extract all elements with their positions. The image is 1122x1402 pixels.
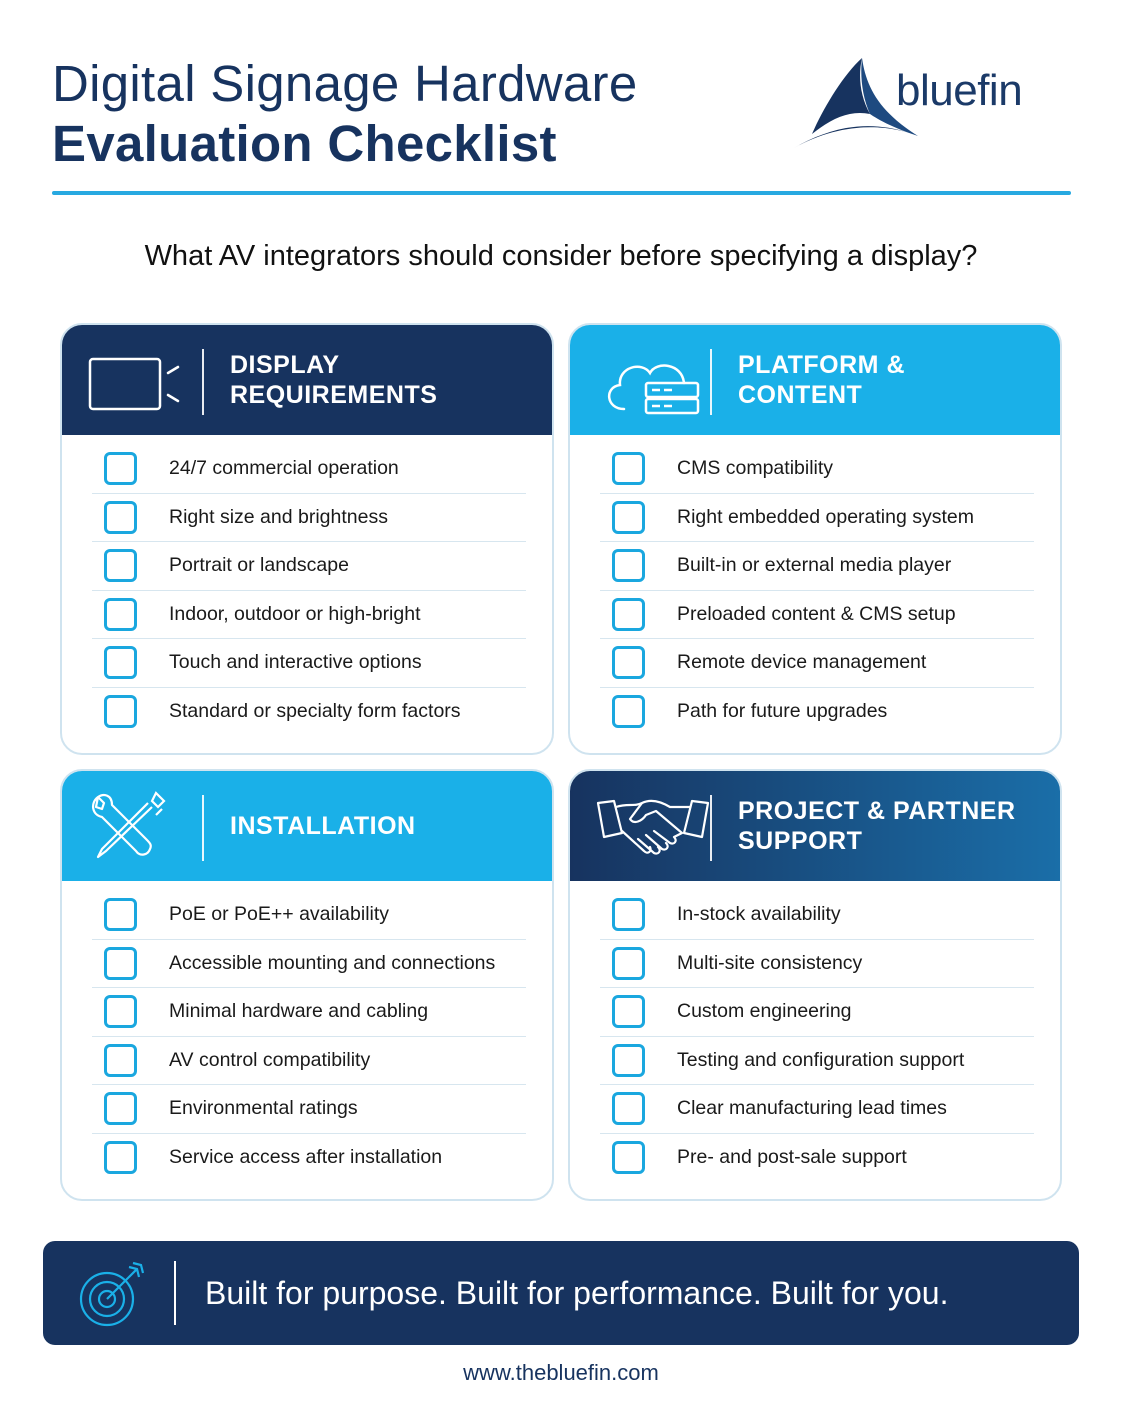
checkbox[interactable] bbox=[104, 598, 137, 631]
checklist-item[interactable] bbox=[92, 542, 526, 591]
subtitle: What AV integrators should consider before specifying a display? bbox=[144, 240, 978, 272]
checklist bbox=[570, 435, 1060, 736]
checklist-item[interactable] bbox=[600, 494, 1034, 543]
checklist-item[interactable] bbox=[92, 940, 526, 989]
checklist-item-label: Environmental ratings bbox=[169, 1097, 358, 1120]
tagline-text: Built for purpose. Built for performance. Built for you. bbox=[205, 1274, 949, 1311]
checklist-item[interactable] bbox=[92, 445, 526, 494]
checkbox[interactable] bbox=[612, 1044, 645, 1077]
checklist-item[interactable] bbox=[600, 688, 1034, 737]
header-divider bbox=[710, 349, 712, 415]
checklist-item-label: Touch and interactive options bbox=[169, 651, 422, 674]
checkbox[interactable] bbox=[104, 947, 137, 980]
title-line-1: Digital Signage Hardware bbox=[52, 55, 638, 112]
checkbox[interactable] bbox=[612, 452, 645, 485]
checklist-item-label: Testing and configuration support bbox=[677, 1048, 965, 1071]
checkbox[interactable] bbox=[612, 501, 645, 534]
checklist-item-label: Path for future upgrades bbox=[677, 700, 888, 723]
checklist-item[interactable] bbox=[600, 1134, 1034, 1183]
checklist-item-label: Portrait or landscape bbox=[169, 554, 349, 577]
checkbox[interactable] bbox=[104, 646, 137, 679]
checklist bbox=[62, 435, 552, 736]
checklist-item[interactable] bbox=[600, 1037, 1034, 1086]
checklist-item-label: Minimal hardware and cabling bbox=[169, 1000, 429, 1023]
bluefin-wordmark: bluefin bbox=[896, 66, 1023, 115]
card-display-requirements bbox=[60, 323, 554, 755]
checklist-item[interactable] bbox=[92, 1037, 526, 1086]
banner-divider bbox=[174, 1261, 176, 1325]
checkbox[interactable] bbox=[612, 598, 645, 631]
checklist-item-label: AV control compatibility bbox=[169, 1048, 371, 1071]
checkbox[interactable] bbox=[612, 1141, 645, 1174]
tagline-banner bbox=[43, 1241, 1079, 1345]
checklist-item[interactable] bbox=[600, 591, 1034, 640]
checklist-item[interactable] bbox=[92, 988, 526, 1037]
checklist-item-label: Custom engineering bbox=[677, 1000, 852, 1023]
title-line-2: Evaluation Checklist bbox=[52, 115, 557, 172]
handshake-icon bbox=[594, 789, 714, 863]
card-title: DISPLAY REQUIREMENTS bbox=[230, 351, 438, 409]
header-divider bbox=[710, 795, 712, 861]
checklist-item-label: Indoor, outdoor or high-bright bbox=[169, 602, 421, 625]
checklist-item-label: 24/7 commercial operation bbox=[169, 457, 399, 480]
checkbox[interactable] bbox=[104, 1092, 137, 1125]
checkbox[interactable] bbox=[104, 898, 137, 931]
checklist-item[interactable] bbox=[92, 591, 526, 640]
checklist-item-label: Pre- and post-sale support bbox=[677, 1146, 907, 1169]
checklist-item[interactable] bbox=[92, 1085, 526, 1134]
checklist-item[interactable] bbox=[600, 940, 1034, 989]
website-link[interactable]: www.thebluefin.com bbox=[463, 1360, 659, 1385]
checklist-item[interactable] bbox=[600, 639, 1034, 688]
checklist-item-label: Multi-site consistency bbox=[677, 951, 863, 974]
checkbox[interactable] bbox=[612, 947, 645, 980]
display-screen-icon bbox=[86, 343, 206, 417]
target-icon bbox=[77, 1259, 149, 1329]
checklist bbox=[62, 881, 552, 1182]
checkbox[interactable] bbox=[612, 1092, 645, 1125]
checklist-item-label: PoE or PoE++ availability bbox=[169, 903, 390, 926]
card-title: PROJECT & PARTNER SUPPORT bbox=[738, 797, 1016, 855]
header-divider bbox=[202, 795, 204, 861]
checklist bbox=[570, 881, 1060, 1182]
tools-icon bbox=[86, 789, 206, 863]
card-title: PLATFORM & CONTENT bbox=[738, 351, 906, 409]
checkbox[interactable] bbox=[612, 549, 645, 582]
checkbox[interactable] bbox=[612, 695, 645, 728]
checkbox[interactable] bbox=[104, 1141, 137, 1174]
checklist-item[interactable] bbox=[92, 688, 526, 737]
checkbox[interactable] bbox=[104, 695, 137, 728]
checkbox[interactable] bbox=[612, 646, 645, 679]
checkbox[interactable] bbox=[104, 452, 137, 485]
card-installation bbox=[60, 769, 554, 1201]
checklist-item-label: Preloaded content & CMS setup bbox=[677, 602, 956, 625]
checklist-item[interactable] bbox=[600, 1085, 1034, 1134]
checklist-item[interactable] bbox=[600, 891, 1034, 940]
checklist-item-label: Remote device management bbox=[677, 651, 927, 674]
card-header bbox=[62, 771, 552, 881]
card-project-partner-support bbox=[568, 769, 1062, 1201]
checklist-item-label: Clear manufacturing lead times bbox=[677, 1097, 947, 1120]
card-title: INSTALLATION bbox=[230, 812, 416, 840]
checklist-item[interactable] bbox=[92, 494, 526, 543]
checkbox[interactable] bbox=[104, 1044, 137, 1077]
checklist-item[interactable] bbox=[600, 988, 1034, 1037]
card-header bbox=[62, 325, 552, 435]
checklist-item[interactable] bbox=[600, 445, 1034, 494]
checkbox[interactable] bbox=[104, 549, 137, 582]
checkbox[interactable] bbox=[104, 995, 137, 1028]
checklist-item-label: CMS compatibility bbox=[677, 457, 834, 480]
checklist-item[interactable] bbox=[600, 542, 1034, 591]
checkbox[interactable] bbox=[612, 898, 645, 931]
checklist-item-label: Standard or specialty form factors bbox=[169, 700, 461, 723]
checklist-item-label: Right embedded operating system bbox=[677, 505, 975, 528]
cloud-server-icon bbox=[594, 343, 714, 417]
checklist-item-label: Right size and brightness bbox=[169, 505, 388, 528]
page-title bbox=[52, 54, 772, 174]
checklist-item-label: Service access after installation bbox=[169, 1146, 443, 1169]
bluefin-logo bbox=[792, 56, 1054, 152]
checklist-item-label: Accessible mounting and connections bbox=[169, 951, 496, 974]
header-divider bbox=[202, 349, 204, 415]
checklist-item[interactable] bbox=[92, 1134, 526, 1183]
card-platform-content bbox=[568, 323, 1062, 755]
title-divider bbox=[52, 191, 1071, 195]
checklist-item[interactable] bbox=[92, 639, 526, 688]
checklist-item[interactable] bbox=[92, 891, 526, 940]
card-header bbox=[570, 325, 1060, 435]
checklist-item-label: In-stock availability bbox=[677, 903, 841, 926]
card-header bbox=[570, 771, 1060, 881]
checkbox[interactable] bbox=[612, 995, 645, 1028]
checklist-item-label: Built-in or external media player bbox=[677, 554, 952, 577]
checkbox[interactable] bbox=[104, 501, 137, 534]
